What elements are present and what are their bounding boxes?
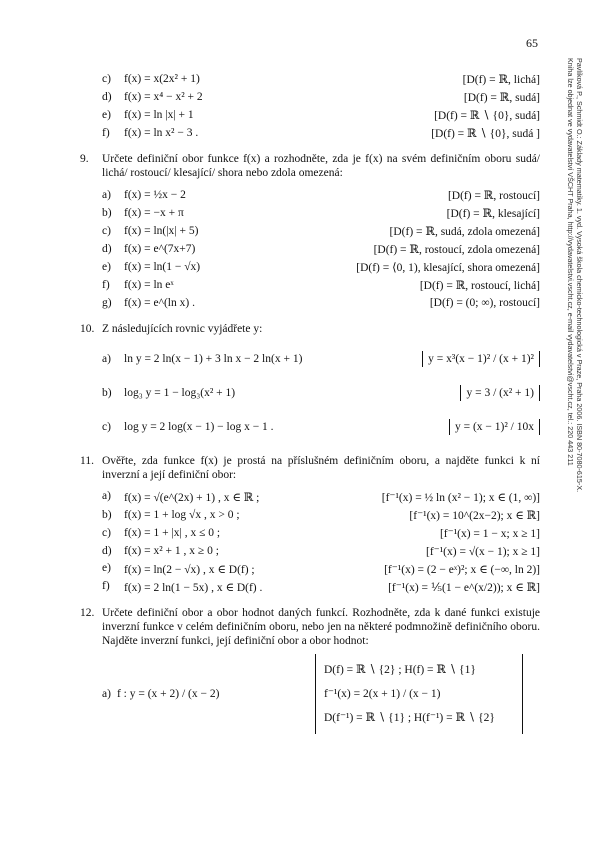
answer-line: f⁻¹(x) = 2(x + 1) / (x − 1) [324,688,441,700]
exercise-row: a) f(x) = √(e^(2x) + 1) , x ∈ ℝ ; [f⁻¹(x) = ½ ln (x² − 1); x ∈ (1, ∞)] [102,490,540,504]
task-text: Určete definiční obor a obor hodnot daných funkcí. Rozhodněte, zda k dané funkci existuje inverzní funkce v celém definičním oboru, nebo jen na některé podmnožině definičního oboru. Najděte inverzní funkci, její definiční obor a obor hodnot: [102,607,540,647]
exercise-row: c) f(x) = 1 + |x| , x ≤ 0 ; [f⁻¹(x) = 1 − x; x ≥ 1] [102,527,540,540]
exercise-row: f) f(x) = ln x² − 3 . [D(f) = ℝ ∖ {0}, sudá ] [102,127,540,140]
exercise-row: d) f(x) = x² + 1 , x ≥ 0 ; [f⁻¹(x) = √(x − 1); x ≥ 1] [102,545,540,558]
answer-bracket: y = 3 / (x² + 1) [460,385,540,401]
exercise-row: d) f(x) = e^(7x+7) [D(f) = ℝ, rostoucí, zdola omezená] [102,243,540,256]
exercise-row: b) log₃ y = 1 − log₃(x² + 1) y = 3 / (x² + 1) [80,376,540,410]
exercise-row: e) f(x) = ln |x| + 1 [D(f) = ℝ ∖ {0}, sudá] [102,109,540,122]
task-11 [80,454,540,596]
exercise-row: c) f(x) = x(2x² + 1) [D(f) = ℝ, lichá] [102,73,540,86]
citation-line: Pavlíková P., Schmidt O.: Základy matematiky. 1. vyd. Vysoká škola chemicko-technologická v Praze, Praha 2006. ISBN 80-7080-615-X. [575,58,584,493]
task-9 [80,152,540,312]
answer-bracket [315,654,523,734]
task-text: Určete definiční obor funkce f(x) a rozhodněte, zda je f(x) na svém definičním oboru sudá/ lichá/ rostoucí/ klesající/ shora nebo zdola omezená: [102,153,540,179]
task-number: 11. [80,455,94,467]
task-text: Ověřte, zda funkce f(x) je prostá na příslušném definičním oboru, a najděte funkci k ní inverzní a její definiční obor: [102,455,540,481]
answer-bracket: y = x³(x − 1)² / (x + 1)² [422,351,540,367]
task-text: Z následujících rovnic vyjádřete y: [102,323,263,335]
exercise-row: b) f(x) = 1 + log √x , x > 0 ; [f⁻¹(x) = 10^(2x−2); x ∈ ℝ] [102,509,540,522]
exercise-row: c) f(x) = ln(|x| + 5) [D(f) = ℝ, sudá, zdola omezená] [102,225,540,238]
exercise-row: e) f(x) = ln(1 − √x) [D(f) = ⟨0, 1), klesající, shora omezená] [102,261,540,274]
task-10 [80,322,540,444]
exercise-row: f) f(x) = 2 ln(1 − 5x) , x ∈ D(f) . [f⁻¹(x) = ⅕(1 − e^(x/2)); x ∈ ℝ] [102,580,540,594]
exercise-row: a) ln y = 2 ln(x − 1) + 3 ln x − 2 ln(x + 1) y = x³(x − 1)² / (x + 1)² [80,342,540,376]
task-12 [80,606,540,734]
exercise-row: f) f(x) = ln eˣ [D(f) = ℝ, rostoucí, lichá] [102,279,540,292]
answer-line: D(f) = ℝ ∖ {2} ; H(f) = ℝ ∖ {1} [324,664,476,676]
exercise-row: g) f(x) = e^(ln x) . [D(f) = (0; ∞), rostoucí] [102,297,540,309]
exercise-row: a) f : y = (x + 2) / (x − 2) D(f) = ℝ ∖ {2} ; H(f) = ℝ ∖ {1} f⁻¹(x) = 2(x + 1) / (x − 1) D(f⁻¹) = ℝ ∖ {1} ; H(f⁻¹) = ℝ ∖ {2} [80,654,540,734]
citation-line: Kniha lze objednat ve vydavatelství VŠCHT Praha, http://vydavatelstvi.vscht.cz, e-mail vydavatelstvi@vscht.cz, tel.: 220 443 211 [566,58,575,466]
page-number: 65 [526,36,538,50]
exercise-row: a) f(x) = ½x − 2 [D(f) = ℝ, rostoucí] [102,189,540,202]
exercise-list [80,70,540,734]
exercise-row: b) f(x) = −x + π [D(f) = ℝ, klesající] [102,207,540,220]
task-number: 10. [80,323,95,335]
task-number: 12. [80,607,95,619]
exercise-row: c) log y = 2 log(x − 1) − log x − 1 . y = (x − 1)² / 10x [80,410,540,444]
task-number: 9. [80,153,89,165]
exercise-row: d) f(x) = x⁴ − x² + 2 [D(f) = ℝ, sudá] [102,91,540,104]
answer-bracket: y = (x − 1)² / 10x [449,419,540,435]
task-8-rows [80,70,540,142]
answer-line: D(f⁻¹) = ℝ ∖ {1} ; H(f⁻¹) = ℝ ∖ {2} [324,712,495,724]
side-citation [566,58,584,492]
exercise-row: e) f(x) = ln(2 − √x) , x ∈ D(f) ; [f⁻¹(x) = (2 − eˣ)²; x ∈ (−∞, ln 2)] [102,562,540,576]
